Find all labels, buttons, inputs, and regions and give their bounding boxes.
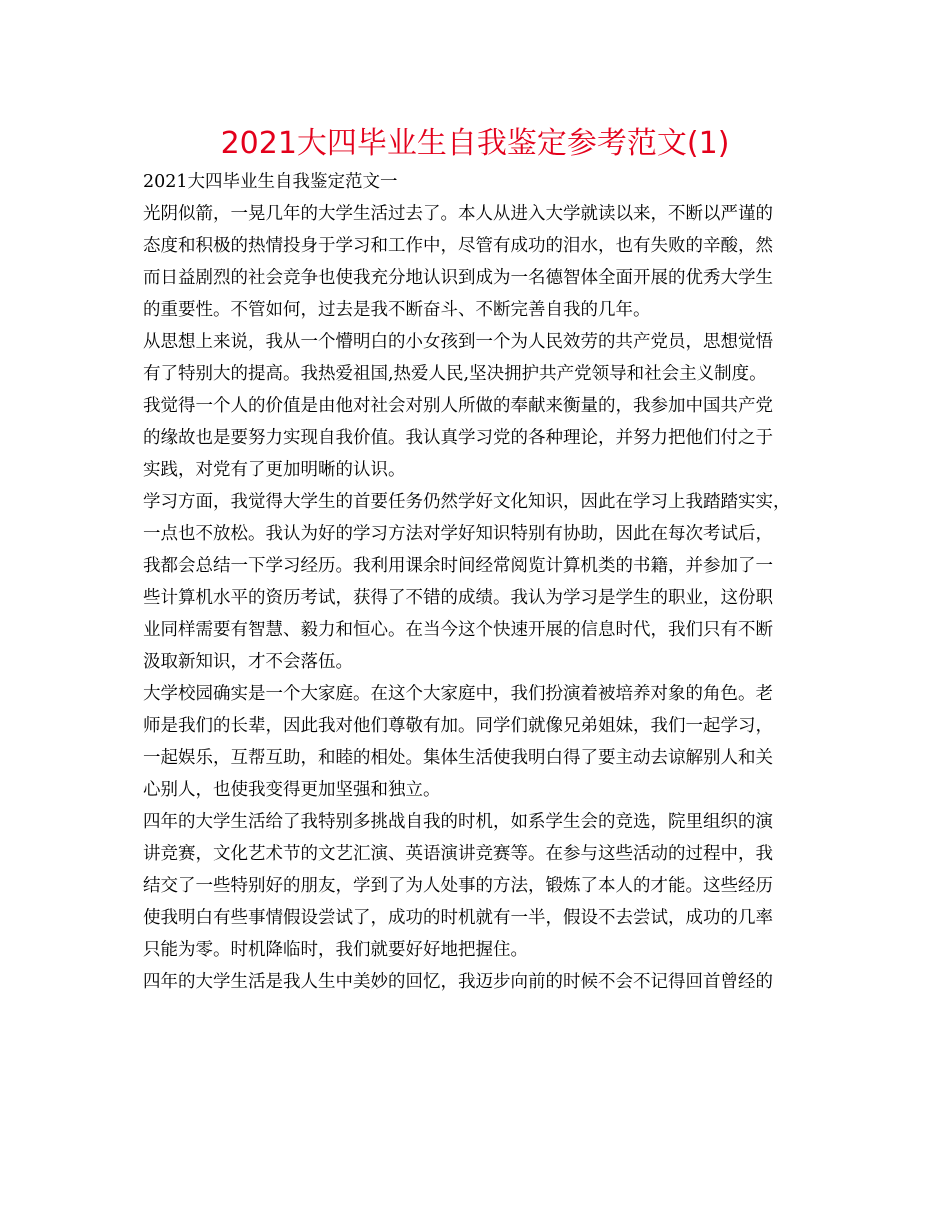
body-line: 一起娱乐，互帮互助，和睦的相处。集体生活使我明白得了要主动去谅解别人和关 [143, 748, 773, 768]
body-line: 而日益剧烈的社会竞争也使我充分地认识到成为一名德智体全面开展的优秀大学生 [143, 268, 773, 288]
body-line: 汲取新知识，才不会落伍。 [143, 652, 353, 672]
body-line: 学习方面，我觉得大学生的首要任务仍然学好文化知识，因此在学习上我踏踏实实， [143, 492, 791, 512]
document-title: 2021大四毕业生自我鉴定参考范文(1) [220, 126, 730, 161]
body-line: 四年的大学生活给了我特别多挑战自我的时机，如系学生会的竞选，院里组织的演 [143, 812, 773, 832]
body-line: 四年的大学生活是我人生中美妙的回忆，我迈步向前的时候不会不记得回首曾经的 [143, 972, 773, 992]
body-line: 结交了一些特别好的朋友，学到了为人处事的方法，锻炼了本人的才能。这些经历 [143, 876, 773, 896]
body-line: 的缘故也是要努力实现自我价值。我认真学习党的各种理论，并努力把他们付之于 [143, 428, 773, 448]
body-line: 讲竞赛，文化艺术节的文艺汇演、英语演讲竞赛等。在参与这些活动的过程中，我 [143, 844, 773, 864]
body-line: 些计算机水平的资历考试，获得了不错的成绩。我认为学习是学生的职业，这份职 [143, 588, 773, 608]
body-line: 大学校园确实是一个大家庭。在这个大家庭中，我们扮演着被培养对象的角色。老 [143, 684, 773, 704]
body-line: 我觉得一个人的价值是由他对社会对别人所做的奉献来衡量的，我参加中国共产党 [143, 396, 773, 416]
body-line: 的重要性。不管如何，过去是我不断奋斗、不断完善自我的几年。 [143, 300, 651, 320]
body-line: 2021大四毕业生自我鉴定范文一 [143, 172, 398, 192]
body-line: 态度和积极的热情投身于学习和工作中，尽管有成功的泪水，也有失败的辛酸，然 [143, 236, 773, 256]
body-line: 使我明白有些事情假设尝试了，成功的时机就有一半，假设不去尝试，成功的几率 [143, 908, 773, 928]
document-body [143, 166, 823, 998]
body-line: 我都会总结一下学习经历。我利用课余时间经常阅览计算机类的书籍，并参加了一 [143, 556, 773, 576]
body-line: 光阴似箭，一晃几年的大学生活过去了。本人从进入大学就读以来，不断以严谨的 [143, 204, 773, 224]
body-line: 业同样需要有智慧、毅力和恒心。在当今这个快速开展的信息时代，我们只有不断 [143, 620, 773, 640]
body-line: 实践，对党有了更加明晰的认识。 [143, 460, 406, 480]
body-line: 从思想上来说，我从一个懵明白的小女孩到一个为人民效劳的共产党员，思想觉悟 [143, 332, 773, 352]
body-line: 有了特别大的提高。我热爱祖国,热爱人民,坚决拥护共产党领导和社会主义制度。 [143, 364, 767, 384]
body-line: 师是我们的长辈，因此我对他们尊敬有加。同学们就像兄弟姐妹，我们一起学习， [143, 716, 773, 736]
body-line: 心别人，也使我变得更加坚强和独立。 [143, 780, 441, 800]
body-line: 一点也不放松。我认为好的学习方法对学好知识特别有协助，因此在每次考试后， [143, 524, 773, 544]
body-line: 只能为零。时机降临时，我们就要好好地把握住。 [143, 940, 528, 960]
